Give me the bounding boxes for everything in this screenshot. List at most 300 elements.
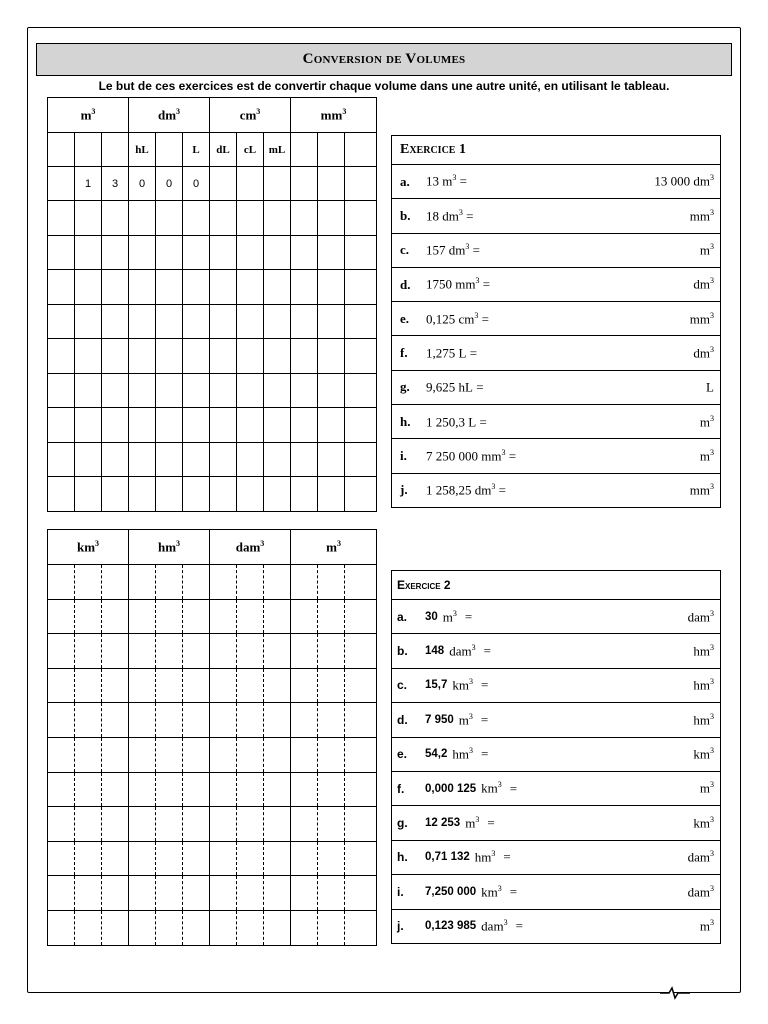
grid-cell[interactable] (129, 599, 156, 634)
grid-cell[interactable] (102, 807, 129, 842)
grid-cell[interactable] (129, 565, 156, 600)
grid-cell[interactable] (183, 477, 210, 512)
grid-cell[interactable] (48, 304, 75, 339)
grid-cell[interactable] (237, 270, 264, 305)
exercise-cell[interactable] (392, 771, 721, 805)
exercise-row-content (397, 780, 714, 796)
exercise-letter: h. (400, 413, 411, 429)
grid-unit-header (210, 530, 291, 565)
grid-cell[interactable] (129, 876, 156, 911)
exercise-cell[interactable] (392, 302, 721, 336)
grid-cell[interactable] (75, 373, 102, 408)
grid-cell[interactable] (129, 772, 156, 807)
grid-cell[interactable] (75, 910, 102, 945)
grid-cell[interactable] (318, 565, 345, 600)
grid-cell[interactable] (48, 668, 75, 703)
grid-cell[interactable] (75, 408, 102, 443)
grid-cell[interactable] (156, 339, 183, 374)
grid-cell[interactable] (156, 304, 183, 339)
grid-cell[interactable] (291, 599, 318, 634)
grid-cell[interactable] (264, 599, 291, 634)
grid-cell[interactable] (183, 876, 210, 911)
grid-cell[interactable] (345, 634, 377, 669)
grid-cell[interactable] (75, 270, 102, 305)
grid-cell[interactable] (237, 167, 264, 201)
grid-cell[interactable] (264, 442, 291, 477)
grid-cell[interactable] (237, 772, 264, 807)
exercise-cell[interactable] (392, 473, 721, 507)
exercise-header-row (392, 136, 721, 165)
grid-cell[interactable] (48, 876, 75, 911)
exercise-cell[interactable] (392, 405, 721, 439)
grid-cell[interactable] (75, 668, 102, 703)
grid-cell[interactable] (264, 408, 291, 443)
exercise-cell[interactable] (392, 165, 721, 199)
grid-cell[interactable] (102, 304, 129, 339)
grid-cell[interactable] (264, 373, 291, 408)
grid-cell[interactable] (210, 876, 237, 911)
grid-cell[interactable] (318, 910, 345, 945)
expression-exponent: 3 (491, 849, 496, 859)
exercise-cell[interactable] (392, 439, 721, 473)
grid-cell[interactable] (291, 565, 318, 600)
grid-cell[interactable] (129, 339, 156, 374)
grid-cell[interactable] (129, 910, 156, 945)
exercise-row (392, 600, 721, 634)
grid-cell[interactable] (237, 703, 264, 738)
grid-cell[interactable] (345, 565, 377, 600)
grid-cell[interactable] (237, 841, 264, 876)
grid-cell[interactable] (345, 703, 377, 738)
grid-cell[interactable] (318, 772, 345, 807)
grid-cell[interactable] (264, 339, 291, 374)
grid-cell[interactable] (237, 807, 264, 842)
grid-cell[interactable] (345, 201, 377, 236)
grid-cell[interactable] (318, 807, 345, 842)
grid-cell[interactable] (183, 235, 210, 270)
grid-cell[interactable] (210, 910, 237, 945)
grid-cell[interactable] (156, 373, 183, 408)
grid-cell[interactable] (291, 373, 318, 408)
grid-cell[interactable] (102, 634, 129, 669)
grid-cell[interactable] (75, 599, 102, 634)
grid-cell[interactable] (129, 304, 156, 339)
grid-cell[interactable] (210, 668, 237, 703)
grid-cell[interactable] (156, 235, 183, 270)
grid-cell[interactable] (183, 373, 210, 408)
grid-cell[interactable] (129, 634, 156, 669)
grid-cell[interactable] (156, 477, 183, 512)
grid-cell[interactable] (318, 599, 345, 634)
grid-cell[interactable] (183, 270, 210, 305)
grid-cell[interactable] (48, 599, 75, 634)
grid-cell[interactable] (102, 876, 129, 911)
grid-cell[interactable] (183, 634, 210, 669)
grid-cell[interactable] (264, 634, 291, 669)
unit-base: dm (157, 107, 177, 123)
exercise-cell[interactable] (392, 806, 721, 840)
grid-cell[interactable] (237, 373, 264, 408)
exercise-cell[interactable] (392, 370, 721, 404)
grid-cell[interactable] (210, 442, 237, 477)
grid-cell[interactable] (318, 235, 345, 270)
exercise-cell[interactable] (392, 909, 721, 943)
grid-cell[interactable] (237, 477, 264, 512)
grid-cell[interactable] (102, 270, 129, 305)
grid-cell[interactable] (210, 599, 237, 634)
grid-cell[interactable] (48, 270, 75, 305)
grid-cell[interactable] (48, 339, 75, 374)
grid-cell[interactable] (291, 807, 318, 842)
grid-cell[interactable] (318, 167, 345, 201)
grid-cell[interactable] (183, 599, 210, 634)
grid-cell[interactable] (75, 634, 102, 669)
grid-cell[interactable] (48, 737, 75, 772)
grid-cell[interactable] (75, 876, 102, 911)
grid-cell[interactable] (102, 668, 129, 703)
grid-cell[interactable] (264, 807, 291, 842)
grid-cell[interactable] (345, 408, 377, 443)
grid-cell[interactable] (183, 668, 210, 703)
grid-cell[interactable] (75, 703, 102, 738)
grid-cell[interactable] (345, 599, 377, 634)
grid-cell[interactable] (48, 235, 75, 270)
grid-cell[interactable] (291, 477, 318, 512)
grid-cell[interactable] (75, 235, 102, 270)
grid-cell[interactable] (75, 304, 102, 339)
grid-cell[interactable] (156, 772, 183, 807)
answer-value: km (693, 746, 710, 762)
exercise-cell[interactable] (392, 840, 721, 874)
grid-cell[interactable] (183, 772, 210, 807)
grid-cell[interactable] (291, 304, 318, 339)
grid-cell[interactable] (291, 201, 318, 236)
grid-cell[interactable] (48, 201, 75, 236)
grid-cell[interactable] (102, 703, 129, 738)
grid-cell[interactable] (318, 703, 345, 738)
grid-cell[interactable] (48, 910, 75, 945)
grid-cell[interactable] (75, 807, 102, 842)
grid-empty-row (48, 565, 377, 600)
grid-cell[interactable] (318, 477, 345, 512)
grid-cell[interactable] (48, 565, 75, 600)
grid-cell[interactable] (345, 442, 377, 477)
grid-cell[interactable] (156, 668, 183, 703)
grid-cell[interactable] (156, 270, 183, 305)
exercise-letter: f. (400, 345, 408, 361)
grid-cell[interactable] (345, 876, 377, 911)
grid-cell[interactable] (345, 772, 377, 807)
grid-cell[interactable] (264, 235, 291, 270)
grid-cell[interactable] (102, 477, 129, 512)
grid-cell[interactable] (48, 477, 75, 512)
grid-cell[interactable] (183, 304, 210, 339)
instructions-text: Le but de ces exercices est de convertir chaque volume dans une autre unité, en utilisant le tableau. (98, 79, 670, 93)
grid-header-row (48, 530, 377, 565)
grid-cell[interactable] (291, 235, 318, 270)
exercise-letter: c. (397, 678, 408, 693)
grid-cell[interactable] (237, 565, 264, 600)
grid-cell[interactable] (48, 373, 75, 408)
exercise-row (392, 336, 721, 370)
grid-cell[interactable] (183, 807, 210, 842)
grid-cell[interactable] (183, 565, 210, 600)
grid-cell[interactable] (156, 841, 183, 876)
grid-cell[interactable] (156, 876, 183, 911)
grid-cell[interactable] (48, 408, 75, 443)
grid-cell[interactable] (48, 772, 75, 807)
exercise-cell[interactable] (392, 267, 721, 301)
grid-cell[interactable] (75, 477, 102, 512)
grid-cell[interactable] (156, 737, 183, 772)
grid-cell[interactable]: 1 (75, 167, 102, 201)
exercise-cell[interactable] (392, 737, 721, 771)
grid-cell[interactable] (102, 910, 129, 945)
grid-cell[interactable] (75, 201, 102, 236)
grid-cell[interactable] (318, 841, 345, 876)
grid-cell[interactable] (318, 442, 345, 477)
grid-cell[interactable] (291, 910, 318, 945)
grid-cell[interactable] (264, 477, 291, 512)
grid-cell[interactable] (210, 737, 237, 772)
grid-cell[interactable] (183, 201, 210, 236)
grid-cell[interactable] (102, 373, 129, 408)
grid-cell[interactable] (156, 703, 183, 738)
exercise-cell[interactable] (392, 600, 721, 634)
grid-cell[interactable] (237, 442, 264, 477)
grid-cell[interactable] (237, 599, 264, 634)
grid-cell[interactable] (102, 772, 129, 807)
grid-cell[interactable] (210, 807, 237, 842)
exercise-cell[interactable] (392, 336, 721, 370)
grid-cell[interactable] (183, 442, 210, 477)
grid-cell[interactable] (75, 737, 102, 772)
grid-cell[interactable]: 3 (102, 167, 129, 201)
grid-cell[interactable] (291, 737, 318, 772)
grid-cell[interactable] (291, 668, 318, 703)
grid-cell[interactable] (318, 668, 345, 703)
grid-cell[interactable] (345, 807, 377, 842)
grid-cell[interactable] (291, 634, 318, 669)
grid-cell[interactable] (318, 737, 345, 772)
grid-cell[interactable] (156, 201, 183, 236)
grid-cell[interactable] (183, 339, 210, 374)
exercise-row (392, 439, 721, 473)
expression-value: 7 250 000 mm (426, 448, 502, 464)
grid-cell[interactable] (291, 167, 318, 201)
grid-cell[interactable] (318, 270, 345, 305)
grid-cell[interactable] (291, 772, 318, 807)
exercise-question (400, 379, 484, 395)
grid-cell[interactable] (210, 703, 237, 738)
grid-cell[interactable] (264, 737, 291, 772)
exercise-answer-unit (690, 311, 714, 327)
grid-cell[interactable] (129, 270, 156, 305)
exercise-question (397, 643, 491, 659)
grid-cell[interactable] (264, 167, 291, 201)
grid-cell[interactable] (210, 408, 237, 443)
grid-cell[interactable] (345, 304, 377, 339)
grid-cell[interactable] (156, 910, 183, 945)
grid-cell[interactable] (156, 565, 183, 600)
exercise-answer-unit (693, 276, 714, 292)
grid-cell[interactable] (156, 634, 183, 669)
grid-cell[interactable]: 0 (129, 167, 156, 201)
grid-cell[interactable] (237, 737, 264, 772)
grid-cell[interactable] (210, 565, 237, 600)
grid-cell[interactable] (129, 235, 156, 270)
grid-cell[interactable] (183, 841, 210, 876)
grid-cell[interactable] (264, 668, 291, 703)
grid-cell[interactable] (102, 841, 129, 876)
grid-cell[interactable] (291, 442, 318, 477)
grid-cell[interactable] (237, 235, 264, 270)
grid-cell[interactable] (318, 201, 345, 236)
grid-cell[interactable] (210, 634, 237, 669)
grid-cell[interactable] (291, 408, 318, 443)
grid-cell[interactable] (75, 565, 102, 600)
grid-cell[interactable] (345, 167, 377, 201)
grid-cell[interactable] (345, 841, 377, 876)
grid-cell[interactable] (210, 339, 237, 374)
grid-cell[interactable] (345, 373, 377, 408)
grid-cell[interactable] (264, 201, 291, 236)
grid-cell[interactable] (210, 167, 237, 201)
grid-cell[interactable] (318, 634, 345, 669)
grid-cell[interactable] (264, 703, 291, 738)
grid-cell[interactable] (291, 703, 318, 738)
grid-cell[interactable] (48, 841, 75, 876)
grid-cell[interactable] (75, 442, 102, 477)
grid-cell[interactable] (318, 373, 345, 408)
exercise-cell[interactable] (392, 875, 721, 909)
grid-cell[interactable] (102, 565, 129, 600)
grid-cell[interactable] (264, 565, 291, 600)
grid-cell[interactable] (75, 339, 102, 374)
grid-cell[interactable] (75, 772, 102, 807)
answer-exponent: 3 (710, 344, 714, 354)
grid-cell[interactable] (237, 668, 264, 703)
grid-cell[interactable] (345, 737, 377, 772)
grid-cell[interactable] (210, 235, 237, 270)
exercise-answer-unit (706, 379, 714, 395)
grid-cell[interactable]: 0 (156, 167, 183, 201)
grid-cell[interactable] (210, 772, 237, 807)
grid-cell[interactable] (156, 442, 183, 477)
exercise-answer-unit (688, 884, 714, 900)
grid-cell[interactable] (345, 910, 377, 945)
grid-cell[interactable] (129, 201, 156, 236)
grid-cell[interactable] (264, 841, 291, 876)
grid-cell[interactable] (345, 477, 377, 512)
expression-value: 1 258,25 dm (426, 482, 492, 498)
grid-cell[interactable] (237, 201, 264, 236)
grid-cell[interactable] (210, 477, 237, 512)
grid-cell[interactable] (318, 876, 345, 911)
exercise-cell[interactable] (392, 703, 721, 737)
exercise-cell[interactable] (392, 668, 721, 702)
grid-cell[interactable] (102, 201, 129, 236)
grid-cell[interactable] (264, 772, 291, 807)
grid-cell[interactable] (318, 408, 345, 443)
grid-cell[interactable] (48, 703, 75, 738)
grid-cell[interactable] (156, 599, 183, 634)
exercise-cell[interactable] (392, 634, 721, 668)
grid-cell[interactable] (102, 235, 129, 270)
grid-cell[interactable] (102, 339, 129, 374)
grid-cell[interactable] (183, 408, 210, 443)
grid-cell[interactable] (129, 841, 156, 876)
grid-cell[interactable] (183, 737, 210, 772)
grid-cell[interactable] (102, 442, 129, 477)
grid-cell[interactable] (345, 339, 377, 374)
grid-cell[interactable] (48, 807, 75, 842)
grid-cell[interactable] (183, 910, 210, 945)
grid-cell[interactable] (129, 442, 156, 477)
grid-cell[interactable] (210, 270, 237, 305)
grid-cell[interactable] (48, 634, 75, 669)
grid-cell[interactable] (318, 339, 345, 374)
expression-equals: = (456, 173, 467, 189)
grid-cell[interactable] (129, 737, 156, 772)
grid-cell[interactable] (183, 703, 210, 738)
grid-cell[interactable] (102, 737, 129, 772)
grid-cell[interactable] (129, 668, 156, 703)
grid-cell[interactable] (318, 304, 345, 339)
grid-cell[interactable] (210, 373, 237, 408)
grid-cell[interactable] (237, 876, 264, 911)
grid-cell[interactable] (291, 841, 318, 876)
grid-cell[interactable] (129, 703, 156, 738)
grid-cell[interactable] (156, 408, 183, 443)
conversion-grid-m3-mm3 (47, 97, 377, 512)
grid-cell[interactable] (291, 876, 318, 911)
grid-cell[interactable] (210, 841, 237, 876)
grid-sublabel-cell (318, 133, 345, 167)
grid-cell[interactable] (291, 270, 318, 305)
expression-unit (481, 780, 502, 796)
grid-cell[interactable] (237, 408, 264, 443)
grid-cell[interactable] (237, 634, 264, 669)
grid-cell[interactable] (264, 304, 291, 339)
grid-cell[interactable] (102, 599, 129, 634)
grid-cell[interactable] (264, 910, 291, 945)
grid-cell[interactable] (129, 807, 156, 842)
grid-cell[interactable] (264, 876, 291, 911)
grid-cell[interactable] (75, 841, 102, 876)
grid-cell[interactable] (237, 339, 264, 374)
grid-cell[interactable] (237, 910, 264, 945)
grid-cell[interactable] (210, 201, 237, 236)
grid-cell[interactable] (345, 668, 377, 703)
grid-cell[interactable] (291, 339, 318, 374)
grid-cell[interactable] (48, 167, 75, 201)
grid-cell[interactable] (129, 373, 156, 408)
grid-cell[interactable] (264, 270, 291, 305)
grid-cell[interactable] (345, 235, 377, 270)
exercise-cell[interactable] (392, 199, 721, 233)
grid-cell[interactable] (345, 270, 377, 305)
grid-cell[interactable] (210, 304, 237, 339)
grid-cell[interactable] (129, 477, 156, 512)
grid-cell[interactable] (237, 304, 264, 339)
grid-cell[interactable] (102, 408, 129, 443)
grid-cell[interactable] (129, 408, 156, 443)
exercise-cell[interactable] (392, 233, 721, 267)
grid-cell[interactable]: 0 (183, 167, 210, 201)
grid-cell[interactable] (156, 807, 183, 842)
grid-cell[interactable] (48, 442, 75, 477)
